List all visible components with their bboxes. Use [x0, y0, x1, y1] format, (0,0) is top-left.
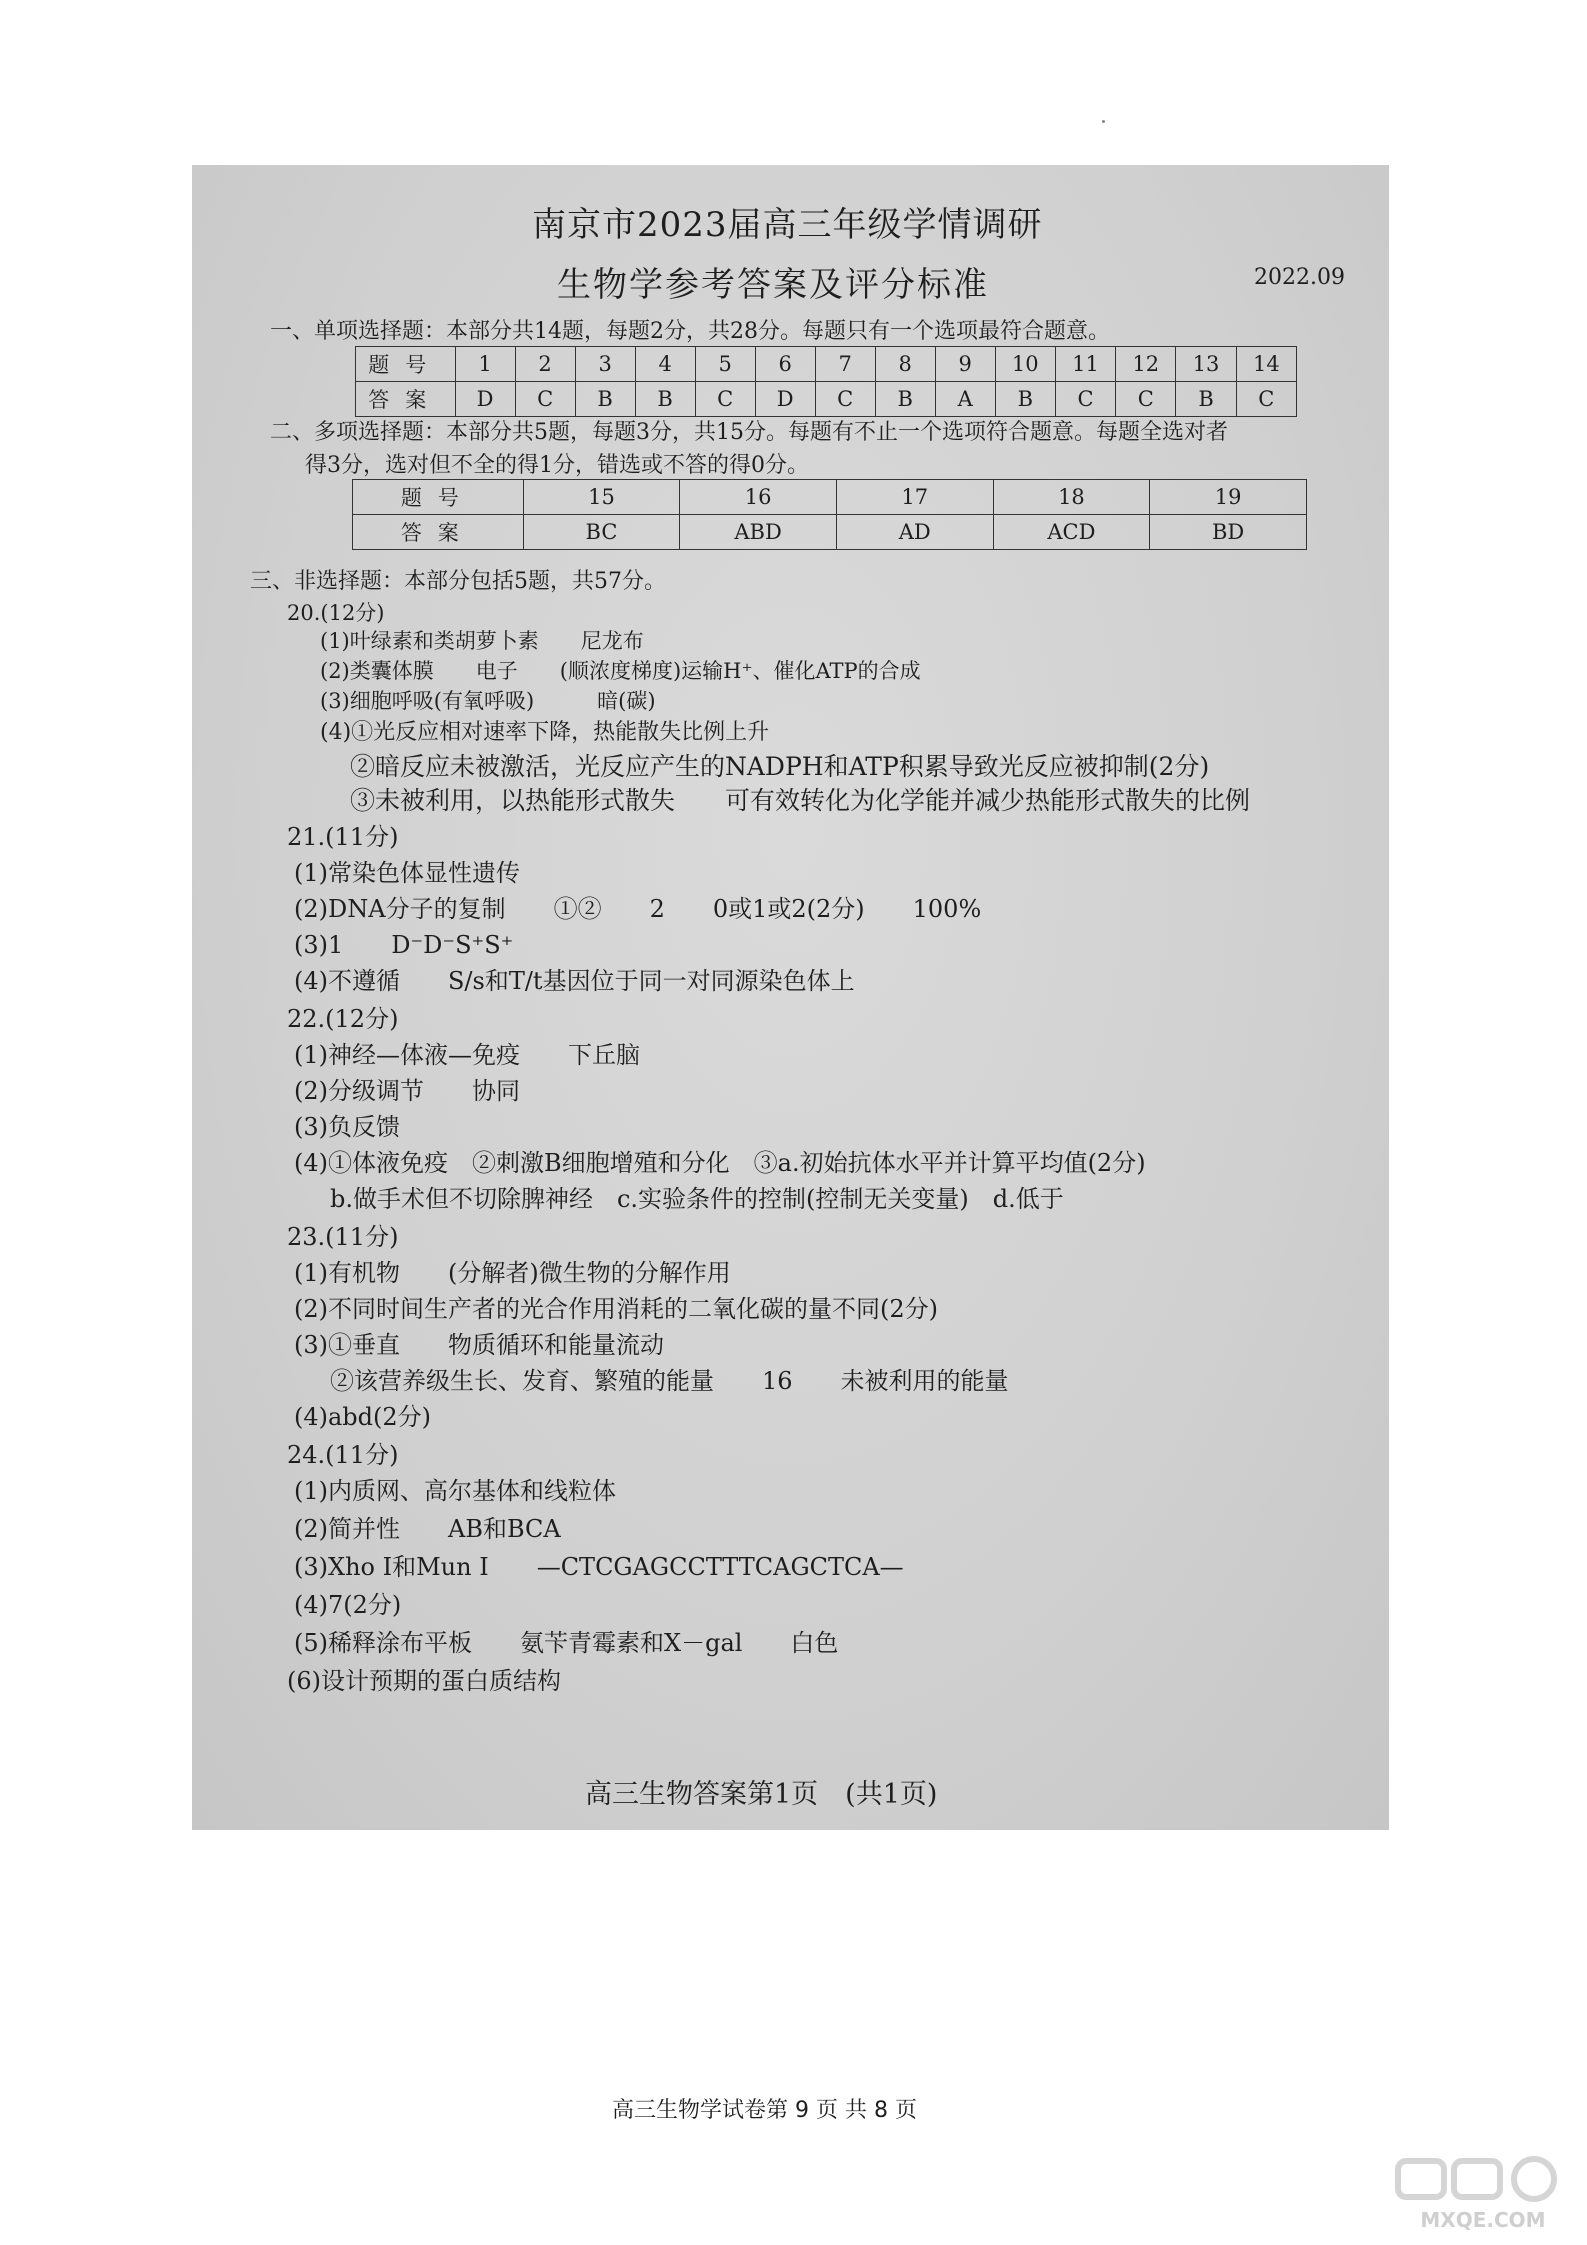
table-cell: ABD [680, 515, 837, 550]
answer-line: b.做手术但不切除脾神经 c.实验条件的控制(控制无关变量) d.低于 [330, 1185, 1064, 1213]
table-cell: C [515, 382, 575, 417]
answer-line: (3)负反馈 [294, 1113, 400, 1141]
document-title: 南京市2023届高三年级学情调研 [532, 205, 1043, 245]
table-cell: 6 [755, 347, 815, 382]
photo-page-footer: 高三生物答案第1页 (共1页) [585, 1779, 938, 1810]
table-cell: 15 [523, 480, 680, 515]
answer-line: (3)Xho Ⅰ和Mun Ⅰ —CTCGAGCCTTTCAGCTCA— [294, 1553, 904, 1581]
document-date: 2022.09 [1254, 265, 1345, 290]
answer-line: (4)不遵循 S/s和T/t基因位于同一对同源染色体上 [294, 967, 855, 995]
answer-line: (5)稀释涂布平板 氨苄青霉素和X－gal 白色 [294, 1629, 839, 1657]
table-cell: ACD [993, 515, 1150, 550]
answer-line: (2)分级调节 协同 [294, 1077, 520, 1105]
table-cell: B [635, 382, 695, 417]
watermark-logo [1388, 2155, 1578, 2235]
table-cell: 11 [1055, 347, 1115, 382]
table-cell: 9 [935, 347, 995, 382]
q23-title: 23.(11分) [287, 1223, 399, 1251]
table-cell: 1 [455, 347, 515, 382]
table-cell: 16 [680, 480, 837, 515]
table-row [353, 515, 1307, 550]
table-cell: 13 [1176, 347, 1236, 382]
table-cell: A [935, 382, 995, 417]
row-header: 题号 [353, 480, 524, 515]
row-header: 答案 [356, 382, 456, 417]
table-cell: B [995, 382, 1055, 417]
row-header: 答案 [353, 515, 524, 550]
table-cell: 17 [836, 480, 993, 515]
q24-title: 24.(11分) [287, 1441, 399, 1469]
answer-line: ③未被利用，以热能形式散失 可有效转化为化学能并减少热能形式散失的比例 [350, 786, 1251, 815]
section2-heading-line1: 二、多项选择题：本部分共5题，每题3分，共15分。每题有不止一个选项符合题意。每题全选对者 [270, 420, 1228, 445]
table-cell: B [575, 382, 635, 417]
table-cell: 18 [993, 480, 1150, 515]
table-cell: 8 [875, 347, 935, 382]
answer-line: (1)有机物 (分解者)微生物的分解作用 [294, 1259, 731, 1287]
answer-line: (2)不同时间生产者的光合作用消耗的二氧化碳的量不同(2分) [294, 1295, 938, 1323]
photographed-answer-sheet [192, 165, 1389, 1830]
table-cell: 3 [575, 347, 635, 382]
table-cell: AD [836, 515, 993, 550]
section1-heading: 一、单项选择题：本部分共14题，每题2分，共28分。每题只有一个选项最符合题意。 [270, 319, 1110, 344]
watermark-text: MXQE.COM [1420, 2208, 1546, 2232]
answer-line: (1)常染色体显性遗传 [294, 859, 520, 887]
row-header: 题号 [356, 347, 456, 382]
answer-line: (4)7(2分) [294, 1591, 402, 1619]
answer-line: (3)①垂直 物质循环和能量流动 [294, 1331, 664, 1359]
table-cell: C [1055, 382, 1115, 417]
table-cell: 2 [515, 347, 575, 382]
answer-line: (2)DNA分子的复制 ①② 2 0或1或2(2分) 100% [294, 895, 982, 923]
table-cell: 4 [635, 347, 695, 382]
table-cell: D [455, 382, 515, 417]
answer-line: ②暗反应未被激活，光反应产生的NADPH和ATP积累导致光反应被抑制(2分) [350, 752, 1210, 781]
answer-line: (1)内质网、高尔基体和线粒体 [294, 1477, 616, 1505]
answer-line: (4)①光反应相对速率下降，热能散失比例上升 [320, 720, 770, 745]
answer-line: (4)①体液免疫 ②刺激B细胞增殖和分化 ③a.初始抗体水平并计算平均值(2分) [294, 1149, 1146, 1177]
multiple-choice-answer-table [352, 479, 1307, 550]
table-row [356, 382, 1297, 417]
answer-line: (2)类囊体膜 电子 (顺浓度梯度)运输H⁺、催化ATP的合成 [320, 659, 921, 683]
q20-title: 20.(12分) [287, 601, 385, 625]
table-cell: BC [523, 515, 680, 550]
table-cell: C [1116, 382, 1176, 417]
answer-line: (6)设计预期的蛋白质结构 [287, 1667, 561, 1695]
answer-line: (3)1 D⁻D⁻S⁺S⁺ [294, 931, 514, 959]
answer-line: ②该营养级生长、发育、繁殖的能量 16 未被利用的能量 [330, 1367, 1009, 1395]
table-row [353, 480, 1307, 515]
section2-heading-line2: 得3分，选对但不全的得1分，错选或不答的得0分。 [305, 453, 809, 478]
table-cell: 14 [1236, 347, 1296, 382]
table-cell: B [1176, 382, 1236, 417]
answer-line: (3)细胞呼吸(有氧呼吸) 暗(碳) [320, 689, 656, 713]
document-subtitle: 生物学参考答案及评分标准 [557, 265, 989, 305]
answer-line: (2)简并性 AB和BCA [294, 1515, 561, 1543]
table-row [356, 347, 1297, 382]
table-cell: B [875, 382, 935, 417]
table-cell: 10 [995, 347, 1055, 382]
single-choice-answer-table [355, 346, 1297, 417]
page-footer: 高三生物学试卷第 9 页 共 8 页 [612, 2098, 917, 2123]
speck [1102, 120, 1105, 123]
answer-line: (1)叶绿素和类胡萝卜素 尼龙布 [320, 629, 644, 653]
table-cell: D [755, 382, 815, 417]
table-cell: 12 [1116, 347, 1176, 382]
q21-title: 21.(11分) [287, 823, 399, 851]
answer-line: (4)abd(2分) [294, 1403, 432, 1431]
table-cell: C [695, 382, 755, 417]
table-cell: 7 [815, 347, 875, 382]
table-cell: C [1236, 382, 1296, 417]
table-cell: 19 [1150, 480, 1307, 515]
answer-line: (1)神经—体液—免疫 下丘脑 [294, 1041, 640, 1069]
q22-title: 22.(12分) [287, 1005, 399, 1033]
section3-heading: 三、非选择题：本部分包括5题，共57分。 [250, 569, 666, 594]
table-cell: C [815, 382, 875, 417]
table-cell: BD [1150, 515, 1307, 550]
table-cell: 5 [695, 347, 755, 382]
